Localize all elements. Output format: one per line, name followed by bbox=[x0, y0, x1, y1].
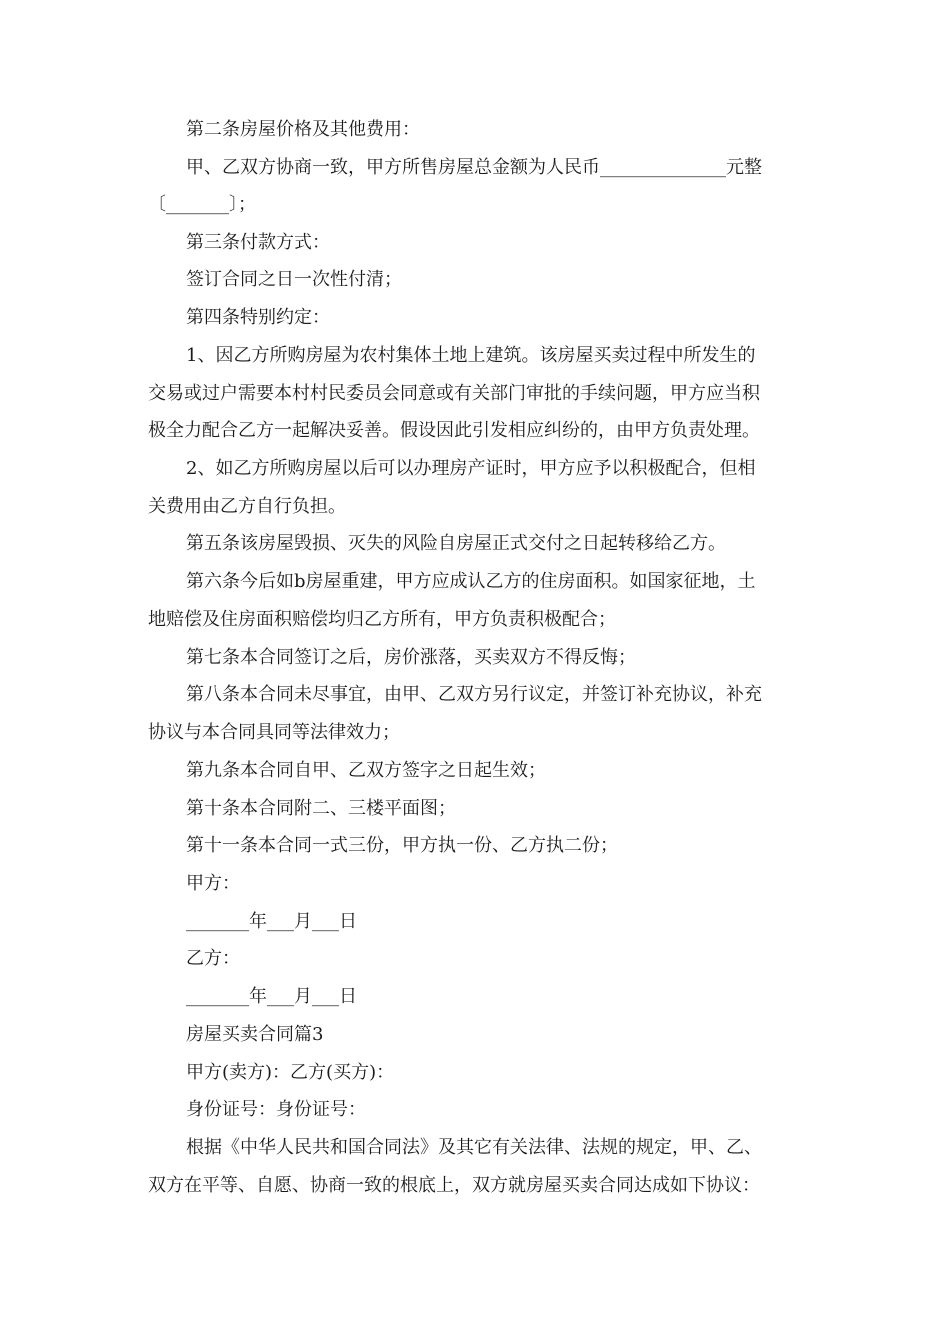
parties-line: 甲方(卖方)：乙方(买方)： bbox=[186, 1062, 395, 1083]
party-b-signature-label: 乙方： bbox=[186, 948, 240, 969]
article-4-heading: 第四条特别约定： bbox=[186, 307, 330, 328]
price-paragraph-line-2: 〔_______〕； bbox=[148, 194, 256, 215]
article-2-heading: 第二条房屋价格及其他费用： bbox=[186, 119, 420, 140]
party-a-signature-label: 甲方： bbox=[186, 873, 240, 894]
article-3-heading: 第三条付款方式： bbox=[186, 232, 330, 253]
article-7: 第七条本合同签订之后，房价涨落，买卖双方不得反悔； bbox=[186, 647, 636, 668]
clause-1-line-3: 极全力配合乙方一起解决妥善。假设因此引发相应纠纷的，由甲方负责处理。 bbox=[148, 420, 760, 441]
clause-2-line-2: 关费用由乙方自行负担。 bbox=[148, 496, 346, 517]
clause-1-line-1: 1、因乙方所购房屋为农村集体土地上建筑。该房屋买卖过程中所发生的 bbox=[186, 345, 756, 366]
article-6-line-2: 地赔偿及住房面积赔偿均归乙方所有，甲方负责积极配合； bbox=[148, 609, 616, 630]
article-11: 第十一条本合同一式三份，甲方执一份、乙方执二份； bbox=[186, 835, 618, 856]
party-a-date-line: _______年___月___日 bbox=[186, 911, 357, 932]
article-6-line-1: 第六条今后如b房屋重建，甲方应成认乙方的住房面积。如国家征地，土 bbox=[186, 571, 756, 592]
id-number-line: 身份证号：身份证号： bbox=[186, 1099, 366, 1120]
article-5: 第五条该房屋毁损、灭失的风险自房屋正式交付之日起转移给乙方。 bbox=[186, 533, 726, 554]
clause-1-line-2: 交易或过户需要本村村民委员会同意或有关部门审批的手续问题，甲方应当积 bbox=[148, 383, 760, 404]
preamble-line-2: 双方在平等、自愿、协商一致的根底上，双方就房屋买卖合同达成如下协议： bbox=[148, 1175, 760, 1196]
preamble-line-1: 根据《中华人民共和国合同法》及其它有关法律、法规的规定，甲、乙、 bbox=[186, 1137, 762, 1158]
article-8-line-1: 第八条本合同未尽事宜，由甲、乙双方另行议定，并签订补充协议，补充 bbox=[186, 684, 762, 705]
payment-paragraph: 签订合同之日一次性付清； bbox=[186, 269, 402, 290]
price-paragraph-line-1: 甲、乙双方协商一致，甲方所售房屋总金额为人民币______________元整 bbox=[186, 157, 762, 178]
party-b-date-line: _______年___月___日 bbox=[186, 986, 357, 1007]
article-8-line-2: 协议与本合同具同等法律效力； bbox=[148, 722, 400, 743]
section-title-contract-3: 房屋买卖合同篇3 bbox=[186, 1024, 324, 1045]
article-10: 第十条本合同附二、三楼平面图； bbox=[186, 798, 456, 819]
clause-2-line-1: 2、如乙方所购房屋以后可以办理房产证时，甲方应予以积极配合，但相 bbox=[186, 458, 756, 479]
article-9: 第九条本合同自甲、乙双方签字之日起生效； bbox=[186, 760, 546, 781]
